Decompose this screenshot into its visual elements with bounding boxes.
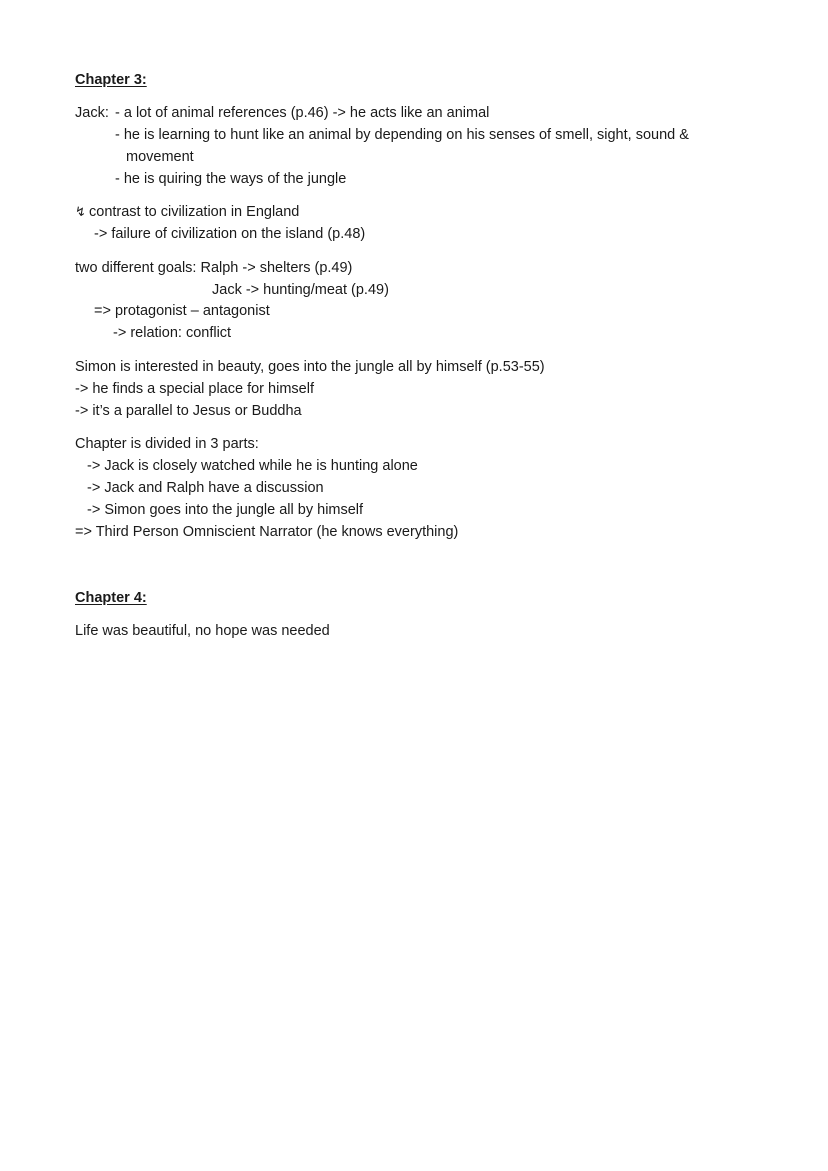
parts-item-2: -> Jack and Ralph have a discussion <box>87 480 324 496</box>
goals-jack: Jack -> hunting/meat (p.49) <box>212 282 389 298</box>
chapter-4-text: Life was beautiful, no hope was needed <box>75 623 330 639</box>
chapter-4-heading: Chapter 4: <box>75 590 147 606</box>
simon-line-3: -> it’s a parallel to Jesus or Buddha <box>75 403 302 419</box>
contrast-text: contrast to civilization in England <box>89 204 300 220</box>
jack-point-2: - he is learning to hunt like an animal by depending on his senses of smell, sight, sound & <box>115 127 689 143</box>
narrator-line: => Third Person Omniscient Narrator (he knows everything) <box>75 524 459 540</box>
simon-line-2: -> he finds a special place for himself <box>75 381 314 397</box>
jack-point-1: - a lot of animal references (p.46) -> he acts like an animal <box>115 105 490 121</box>
parts-intro: Chapter is divided in 3 parts: <box>75 436 259 452</box>
jack-point-2-continued: movement <box>126 149 194 165</box>
contrast-sub: -> failure of civilization on the island (p.48) <box>94 226 366 242</box>
jack-label: Jack: <box>75 105 109 121</box>
lightning-icon: ↯ <box>75 204 86 219</box>
simon-line-1: Simon is interested in beauty, goes into the jungle all by himself (p.53-55) <box>75 359 545 375</box>
parts-item-3: -> Simon goes into the jungle all by himself <box>87 502 364 518</box>
goals-result: => protagonist – antagonist <box>94 303 270 319</box>
goals-relation: -> relation: conflict <box>113 325 232 341</box>
parts-item-1: -> Jack is closely watched while he is hunting alone <box>87 458 418 474</box>
chapter-3-heading: Chapter 3: <box>75 72 147 88</box>
jack-point-3: - he is quiring the ways of the jungle <box>115 171 347 187</box>
contrast-line <box>75 203 299 221</box>
goals-intro: two different goals: Ralph -> shelters (p.49) <box>75 260 353 276</box>
